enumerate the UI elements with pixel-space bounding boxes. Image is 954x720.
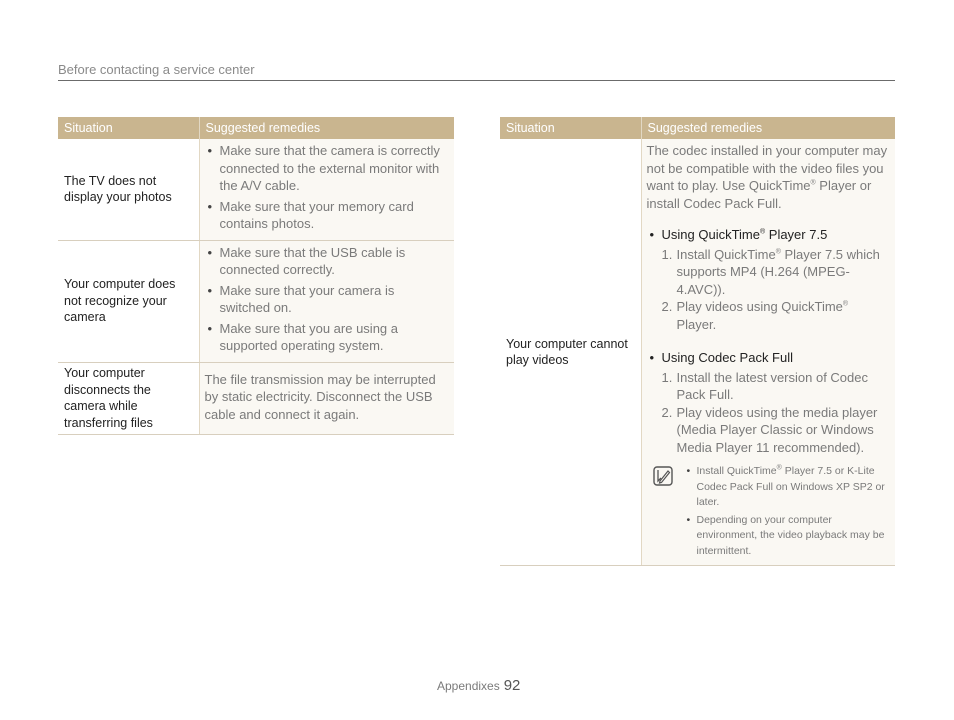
step-text-end: Player. [676,316,717,332]
note-list [685,464,890,561]
intro-text-end: Player or install Codec Pack Full. [646,178,872,211]
note-item [685,464,890,511]
column-header-remedies: Suggested remedies [641,117,895,139]
step-item [662,298,890,333]
page-footer [437,677,520,694]
page-header-title: Before contacting a service center [58,62,255,77]
footer-section: Appendixes [437,679,500,693]
situation-cell: Your computer does not recognize your camera [58,240,199,362]
note-pencil-icon [653,466,673,486]
table-row [58,362,454,434]
column-header-remedies: Suggested remedies [199,117,454,139]
step-number: 1. [661,246,673,262]
table-row [500,139,895,566]
table-row [58,139,454,240]
table-header-row [58,117,454,139]
remedies-cell [199,240,454,362]
situation-cell: Your computer cannot play videos [500,139,641,566]
situation-cell: The TV does not display your photos [58,139,199,240]
note-text-end: Player 7.5 or K-Lite Codec Pack Full on Windows XP SP2 or later. [696,465,885,508]
step-text: Install QuickTime [676,246,776,262]
step-number: 1. [661,369,673,385]
column-header-situation: Situation [58,117,199,139]
step-text-end: Player 7.5 which supports MP4 (H.264 (MPEG-4.AVC)). [676,246,880,297]
step-item [662,404,890,457]
step-item [662,246,890,299]
step-number: 2. [661,404,673,420]
section-heading-quicktime [647,226,890,244]
note-text: Install QuickTime [696,465,777,477]
column-header-situation: Situation [500,117,641,139]
situation-cell: Your computer disconnects the camera while transferring files [58,362,199,434]
registered-mark: ® [842,300,849,308]
heading-text-end: Player 7.5 [765,227,828,242]
page-number: 92 [503,677,521,694]
remedies-cell [199,139,454,240]
step-item [662,369,890,404]
registered-mark: ® [776,464,782,472]
codec-steps [647,369,890,457]
troubleshooting-table-right [500,117,895,566]
remedy-item: • Make sure that your camera is switched on. [205,282,449,317]
remedies-cell [641,139,895,566]
heading-text: Using QuickTime [661,227,760,242]
table-header-row [500,117,895,139]
step-text: Play videos using the media player (Media Player Classic or Windows Media Player 11 recommended). [676,404,878,455]
remedy-item: • Make sure that the camera is correctly connected to the external monitor with the A/V cable. [205,142,449,195]
step-number: 2. [661,299,673,314]
registered-mark: ® [759,228,766,236]
remedy-item: • Make sure that your memory card contains photos. [205,198,449,233]
step-text: Install the latest version of Codec Pack Full. [676,369,868,402]
codec-intro [647,142,890,212]
section-heading-codec: • Using Codec Pack Full [647,349,890,367]
intro-text: The codec installed in your computer may not be compatible with the video files you want to play. Use QuickTime [646,143,888,193]
remedy-item: • Make sure that you are using a supported operating system. [205,320,449,355]
step-text: Play videos using QuickTime [676,299,843,314]
registered-mark: ® [810,179,816,187]
header-rule [58,80,895,81]
remedies-cell: The file transmission may be interrupted by static electricity. Disconnect the USB cable and connect it again. [199,362,454,434]
note-box [647,464,890,561]
note-item: • Depending on your computer environment, the video playback may be intermittent. [685,513,890,560]
remedy-item: • Make sure that the USB cable is connected correctly. [205,244,449,279]
quicktime-steps [647,246,890,334]
troubleshooting-table-left [58,117,454,435]
registered-mark: ® [775,248,781,256]
table-row [58,240,454,362]
